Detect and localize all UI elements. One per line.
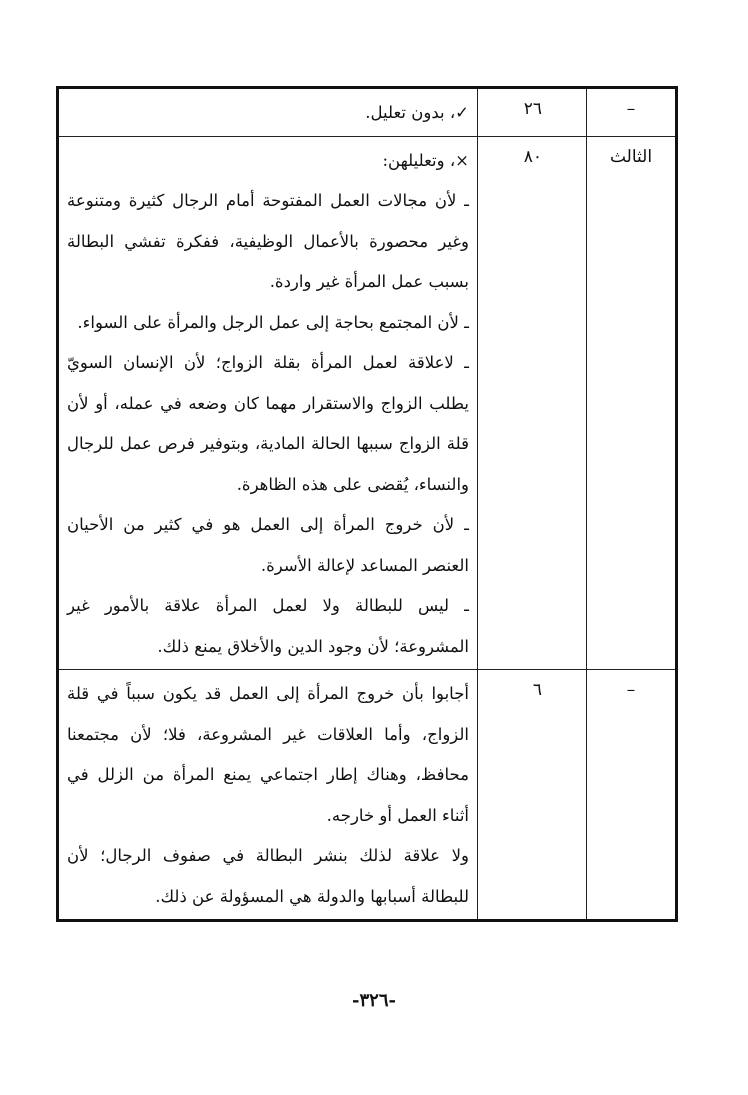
comment-paragraph: ـ لاعلاقة لعمل المرأة بقلة الزواج؛ لأن الإنسان السويّ يطلب الزواج والاستقرار مهما كان وضعه في عمله، أو لأن قلة الزواج سببها الحالة المادية، وبتوفير فرص عمل للرجال والنساء، يُقضى على هذه الظاهرة. [67, 353, 469, 494]
comment-paragraph: ـ لأن خروج المرأة إلى العمل هو في كثير من الأحيان العنصر المساعد لإعالة الأسرة. [67, 515, 469, 575]
page-number: -٣٢٦- [352, 990, 396, 1011]
comment-cell [58, 136, 478, 670]
comment-paragraph: ـ لأن المجتمع بحاجة إلى عمل الرجل والمرأة على السواء. [77, 312, 469, 332]
group-cell [587, 670, 677, 921]
count-cell [478, 670, 587, 921]
group-label: – [626, 680, 636, 700]
table-row [58, 670, 677, 921]
comment-paragraph: أجابوا بأن خروج المرأة إلى العمل قد يكون سبباً في قلة الزواج، وأما العلاقات غير المشروعة، فلا؛ لأن مجتمعنا محافظ، وهناك إطار اجتماعي يمنع المرأة من الزلل في أثناء العمل أو خارجه. [67, 684, 469, 825]
respondent-count: ٨٠ [523, 146, 542, 167]
group-label: – [626, 99, 636, 119]
respondent-count: ٦ [532, 680, 542, 700]
comment-cell [58, 88, 478, 137]
count-cell [478, 88, 587, 137]
group-cell [587, 88, 677, 137]
table-row [58, 136, 677, 670]
comment-paragraph: ـ ليس للبطالة ولا لعمل المرأة علاقة بالأمور غير المشروعة؛ لأن وجود الدين والأخلاق يمنع ذلك. [67, 596, 469, 656]
comment-paragraph: ـ لأن مجالات العمل المفتوحة أمام الرجال كثيرة ومتنوعة وغير محصورة بالأعمال الوظيفية، ففكرة تفشي البطالة بسبب عمل المرأة غير واردة. [67, 191, 469, 291]
respondent-count: ٢٦ [523, 99, 542, 119]
survey-results-table [56, 86, 678, 922]
table-row [58, 88, 677, 137]
comment-paragraph: ✓، بدون تعليل. [365, 103, 469, 122]
comment-paragraph: ولا علاقة لذلك بنشر البطالة في صفوف الرجال؛ لأن للبطالة أسبابها والدولة هي المسؤولة عن ذلك. [67, 846, 469, 906]
group-cell [587, 136, 677, 670]
comment-cell [58, 670, 478, 921]
group-label: الثالث [609, 146, 653, 167]
count-cell [478, 136, 587, 670]
comment-paragraph: ×، وتعليلهن: [382, 150, 469, 170]
